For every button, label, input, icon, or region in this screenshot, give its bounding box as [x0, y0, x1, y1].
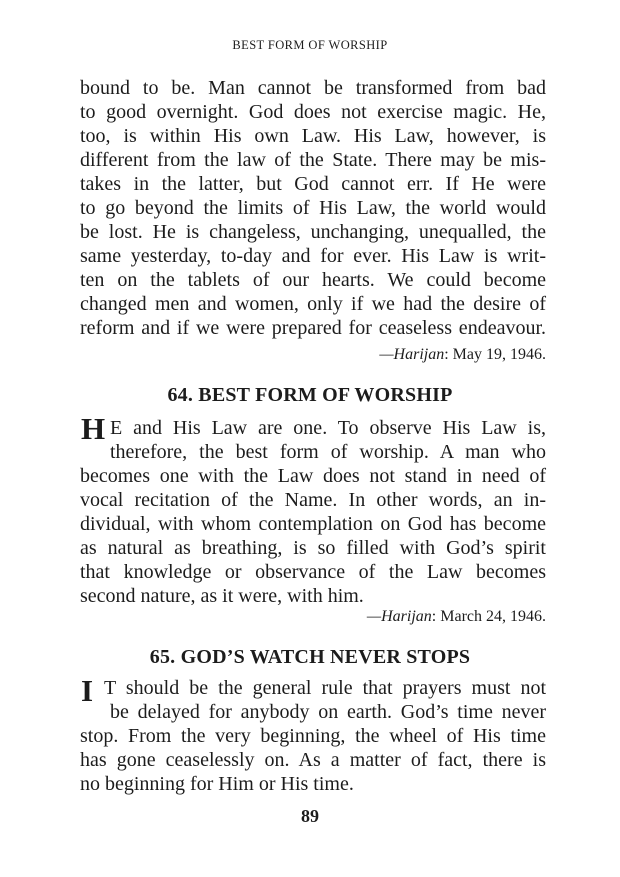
text-line: takes in the latter, but God cannot err. If He were — [80, 173, 546, 195]
source-date: : May 19, 1946. — [444, 346, 546, 363]
source-date: : March 24, 1946. — [431, 608, 546, 625]
text-line: ten on the tablets of our hearts. We could become — [80, 269, 546, 291]
text-line: E and His Law are one. To observe His Law is, — [110, 417, 546, 439]
text-line: reform and if we were prepared for ceaseless endeavour. — [80, 317, 546, 339]
text-line: dividual, with whom contemplation on God has become — [80, 513, 546, 535]
text-line: has gone ceaselessly on. As a matter of fact, there is — [80, 749, 546, 771]
text-line: different from the law of the State. There may be mis- — [80, 149, 546, 171]
text-line: becomes one with the Law does not stand in need of — [80, 465, 546, 487]
text-line: changed men and women, only if we had the desire of — [80, 293, 546, 315]
text-line: to good overnight. God does not exercise magic. He, — [80, 101, 546, 123]
source-publication: —Harijan — [379, 346, 445, 363]
text-line: that knowledge or observance of the Law becomes — [80, 561, 546, 583]
source-publication: —Harijan — [366, 608, 432, 625]
text-line: too, is within His own Law. His Law, however, is — [80, 125, 546, 147]
text-line: be delayed for anybody on earth. God’s time never — [110, 701, 546, 723]
source-citation — [379, 345, 546, 365]
text-line: no beginning for Him or His time. — [80, 773, 354, 795]
text-line: bound to be. Man cannot be transformed from bad — [80, 77, 546, 99]
drop-cap: I — [81, 673, 94, 708]
running-head: BEST FORM OF WORSHIP — [232, 38, 388, 52]
page-number: 89 — [301, 806, 319, 826]
text-line: vocal recitation of the Name. In other words, an in- — [80, 489, 546, 511]
drop-cap: H — [81, 411, 106, 446]
section-heading: 64. BEST FORM OF WORSHIP — [167, 384, 453, 406]
text-line: T should be the general rule that prayers must not — [104, 677, 546, 699]
text-line: therefore, the best form of worship. A man who — [110, 441, 546, 463]
text-line: stop. From the very beginning, the wheel of His time — [80, 725, 546, 747]
text-line: to go beyond the limits of His Law, the world would — [80, 197, 546, 219]
section-heading: 65. GOD’S WATCH NEVER STOPS — [149, 646, 471, 668]
text-line: second nature, as it were, with him. — [80, 585, 364, 607]
text-line: same yesterday, to-day and for ever. His Law is writ- — [80, 245, 546, 267]
source-citation — [367, 607, 546, 627]
text-line: be lost. He is changeless, unchanging, unequalled, the — [80, 221, 546, 243]
text-line: as natural as breathing, is so filled with God’s spirit — [80, 537, 546, 559]
